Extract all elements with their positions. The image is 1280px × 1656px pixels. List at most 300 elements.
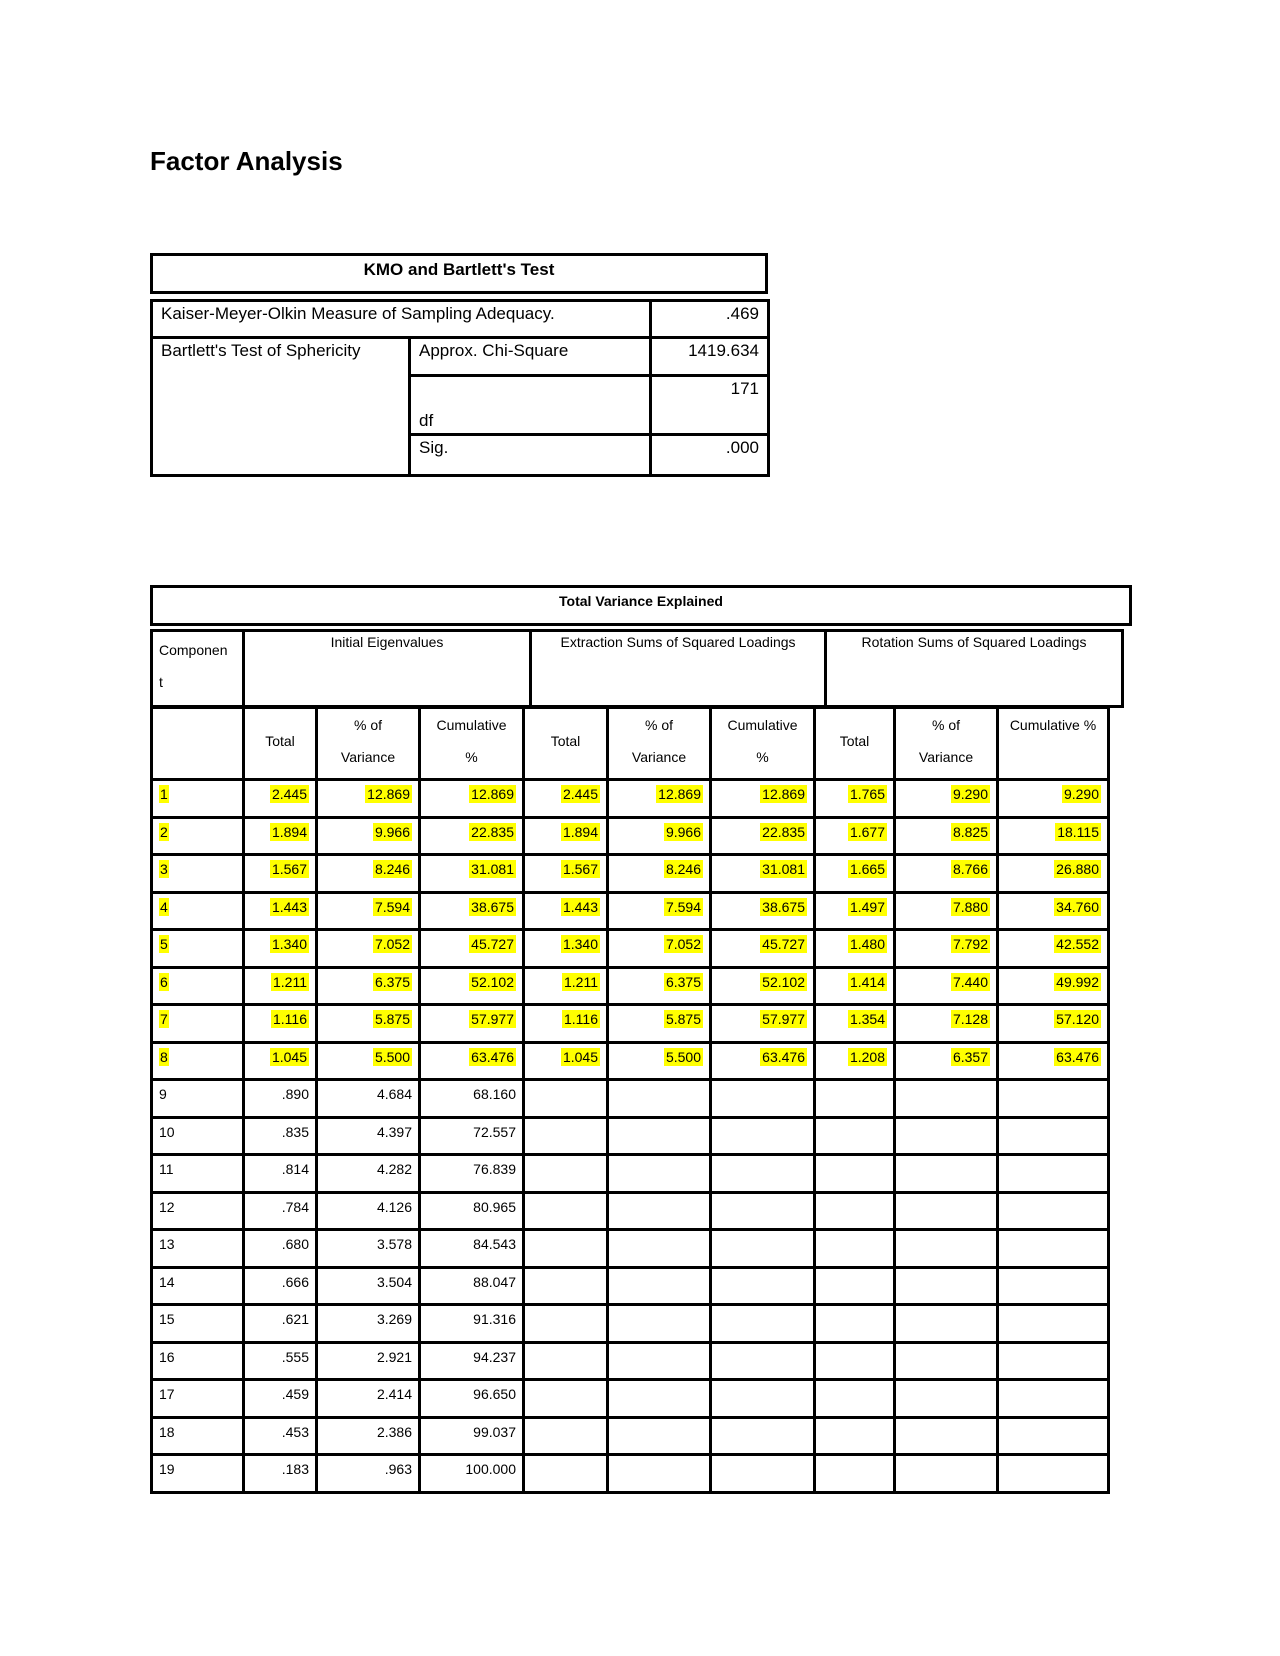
value-cell (815, 1267, 895, 1305)
component-number: 8 (160, 1048, 168, 1065)
component-number: 11 (159, 1161, 174, 1177)
value-cell (895, 892, 998, 930)
value-cell (524, 1042, 608, 1080)
kmo-table (150, 299, 770, 477)
cell-value: 7.052 (374, 936, 410, 952)
value-cell (420, 1080, 524, 1118)
cell-value: 6.357 (952, 1048, 988, 1065)
cell-value: .183 (281, 1461, 309, 1477)
value-cell (244, 1417, 317, 1455)
value-cell (420, 892, 524, 930)
value-cell (608, 1080, 711, 1118)
value-cell (317, 1155, 420, 1193)
value-cell (244, 1192, 317, 1230)
value-cell (524, 1155, 608, 1193)
table-row (152, 1455, 1109, 1493)
cell-value: 26.880 (1056, 861, 1099, 877)
cell-value: 2.921 (376, 1348, 412, 1365)
table-row (152, 780, 1109, 818)
cell-value: 1.894 (271, 823, 307, 840)
value-cell (998, 1305, 1109, 1343)
table-row (152, 1080, 1109, 1118)
table-row (152, 855, 1109, 893)
kmo-label: Kaiser-Meyer-Olkin Measure of Sampling Adequacy. (152, 301, 651, 338)
cell-value: 80.965 (473, 1198, 516, 1215)
cell-value: 63.476 (762, 1048, 805, 1065)
value-cell (895, 1117, 998, 1155)
sig-value: .000 (651, 435, 769, 476)
component-number: 15 (159, 1311, 175, 1327)
cell-value: 88.047 (473, 1273, 516, 1290)
cell-value: 1.894 (562, 823, 598, 840)
cell-value: 49.992 (1056, 973, 1099, 990)
table-row (152, 1417, 1109, 1455)
value-cell (317, 1267, 420, 1305)
value-cell (524, 1417, 608, 1455)
component-number: 19 (159, 1461, 175, 1477)
value-cell (711, 1455, 815, 1493)
cell-value: 4.684 (376, 1086, 412, 1102)
chi-square-value: 1419.634 (651, 338, 769, 376)
cell-value: 7.792 (952, 936, 988, 952)
cell-value: 12.869 (762, 786, 805, 802)
cell-value: 1.208 (849, 1048, 885, 1065)
value-cell (524, 1305, 608, 1343)
value-cell (998, 855, 1109, 893)
value-cell (998, 1117, 1109, 1155)
value-cell (317, 817, 420, 855)
component-header-line1: Componen (159, 642, 228, 658)
sub-header-line1: Cumulative (727, 717, 798, 733)
value-cell (317, 892, 420, 930)
cell-value: 4.282 (376, 1161, 412, 1177)
value-cell (317, 1042, 420, 1080)
component-number-cell (152, 855, 244, 893)
value-cell (420, 1155, 524, 1193)
value-cell (524, 817, 608, 855)
table-row (152, 1117, 1109, 1155)
cell-value: 94.237 (473, 1348, 516, 1365)
value-cell (317, 780, 420, 818)
cell-value: 1.211 (564, 973, 598, 990)
value-cell (998, 817, 1109, 855)
value-cell (420, 1005, 524, 1043)
value-cell (608, 1042, 711, 1080)
value-cell (608, 1305, 711, 1343)
sub-header-cell (244, 708, 317, 780)
cell-value: 31.081 (762, 861, 805, 877)
cell-value: 96.650 (473, 1386, 516, 1402)
value-cell (317, 1305, 420, 1343)
cell-value: 9.290 (952, 786, 988, 802)
value-cell (815, 1080, 895, 1118)
value-cell (711, 1192, 815, 1230)
value-cell (608, 855, 711, 893)
table-row (152, 892, 1109, 930)
value-cell (711, 1417, 815, 1455)
value-cell (711, 892, 815, 930)
value-cell (244, 817, 317, 855)
tve-table (150, 706, 1110, 1494)
value-cell (524, 1230, 608, 1268)
component-number-cell (152, 780, 244, 818)
cell-value: 12.869 (471, 786, 514, 802)
table-row (152, 1042, 1109, 1080)
value-cell (244, 1455, 317, 1493)
cell-value: 12.869 (367, 786, 410, 802)
value-cell (998, 1267, 1109, 1305)
value-cell (244, 1230, 317, 1268)
component-number-cell (152, 892, 244, 930)
cell-value: 1.677 (849, 823, 885, 840)
value-cell (608, 817, 711, 855)
cell-value: 22.835 (762, 823, 805, 840)
table-row (152, 1230, 1109, 1268)
component-number-cell (152, 1042, 244, 1080)
component-number-cell (152, 1192, 244, 1230)
value-cell (420, 780, 524, 818)
table-row (152, 1305, 1109, 1343)
cell-value: 1.480 (849, 936, 885, 952)
sub-header-cell (608, 708, 711, 780)
component-number-cell (152, 967, 244, 1005)
value-cell (608, 1005, 711, 1043)
value-cell (608, 1155, 711, 1193)
cell-value: 3.504 (376, 1273, 412, 1290)
component-number-cell (152, 1380, 244, 1418)
value-cell (815, 1117, 895, 1155)
value-cell (711, 967, 815, 1005)
cell-value: 2.386 (376, 1423, 412, 1440)
cell-value: 1.567 (271, 861, 307, 877)
component-number: 18 (159, 1423, 175, 1440)
value-cell (420, 855, 524, 893)
value-cell (815, 1380, 895, 1418)
cell-value: 3.269 (376, 1311, 412, 1327)
table-row (152, 1342, 1109, 1380)
value-cell (895, 780, 998, 818)
cell-value: 9.290 (1063, 786, 1099, 802)
value-cell (244, 855, 317, 893)
sub-header-cell (815, 708, 895, 780)
value-cell (895, 855, 998, 893)
cell-value: .963 (384, 1461, 412, 1477)
value-cell (815, 1305, 895, 1343)
value-cell (998, 930, 1109, 968)
cell-value: 100.000 (465, 1461, 516, 1477)
value-cell (895, 1342, 998, 1380)
cell-value: 7.128 (952, 1011, 988, 1027)
cell-value: 1.045 (271, 1048, 307, 1065)
value-cell (711, 817, 815, 855)
cell-value: 1.414 (849, 973, 885, 990)
cell-value: .555 (281, 1348, 309, 1365)
value-cell (608, 1267, 711, 1305)
value-cell (608, 1342, 711, 1380)
value-cell (815, 1192, 895, 1230)
value-cell (244, 1080, 317, 1118)
value-cell (244, 1267, 317, 1305)
component-number: 3 (160, 861, 168, 877)
value-cell (998, 1380, 1109, 1418)
sub-header-cell (998, 708, 1109, 780)
value-cell (317, 1117, 420, 1155)
sub-header-line2: % (756, 749, 769, 765)
cell-value: .835 (281, 1123, 309, 1140)
value-cell (815, 1230, 895, 1268)
component-header-line2: t (159, 674, 163, 690)
component-number-cell (152, 1342, 244, 1380)
value-cell (998, 967, 1109, 1005)
sub-header-line1: Total (550, 733, 581, 749)
value-cell (998, 892, 1109, 930)
cell-value: 1.765 (849, 786, 885, 802)
value-cell (244, 1380, 317, 1418)
sub-header-cell (711, 708, 815, 780)
cell-value: 1.340 (271, 936, 307, 952)
value-cell (608, 1230, 711, 1268)
cell-value: 3.578 (376, 1236, 412, 1252)
value-cell (608, 1117, 711, 1155)
value-cell (711, 1080, 815, 1118)
value-cell (317, 855, 420, 893)
cell-value: 1.211 (273, 973, 307, 990)
cell-value: .680 (281, 1236, 309, 1252)
value-cell (711, 1230, 815, 1268)
value-cell (608, 1417, 711, 1455)
rotation-header: Rotation Sums of Squared Loadings (826, 631, 1123, 707)
value-cell (895, 1305, 998, 1343)
value-cell (998, 1042, 1109, 1080)
sub-header-cell (420, 708, 524, 780)
value-cell (815, 892, 895, 930)
value-cell (244, 1342, 317, 1380)
value-cell (608, 892, 711, 930)
value-cell (815, 1155, 895, 1193)
value-cell (711, 1005, 815, 1043)
value-cell (711, 930, 815, 968)
value-cell (317, 967, 420, 1005)
cell-value: 1.497 (849, 898, 885, 915)
cell-value: 2.445 (271, 786, 307, 802)
value-cell (524, 1005, 608, 1043)
cell-value: 34.760 (1056, 898, 1099, 915)
value-cell (420, 817, 524, 855)
component-number: 9 (159, 1086, 167, 1102)
component-number: 16 (159, 1348, 175, 1365)
cell-value: 57.977 (762, 1011, 805, 1027)
cell-value: 42.552 (1056, 936, 1099, 952)
value-cell (420, 1117, 524, 1155)
table-row (152, 817, 1109, 855)
value-cell (524, 1192, 608, 1230)
value-cell (524, 1117, 608, 1155)
sub-header-line1: % of (644, 717, 673, 733)
cell-value: 5.875 (374, 1011, 410, 1027)
cell-value: 4.397 (376, 1123, 412, 1140)
value-cell (317, 1005, 420, 1043)
value-cell (608, 780, 711, 818)
value-cell (317, 1455, 420, 1493)
value-cell (711, 1117, 815, 1155)
value-cell (895, 1230, 998, 1268)
component-number-cell (152, 1230, 244, 1268)
value-cell (317, 1192, 420, 1230)
component-number-cell (152, 1155, 244, 1193)
cell-value: 38.675 (762, 898, 805, 915)
sub-header-line1: Cumulative % (1009, 717, 1097, 733)
cell-value: 2.414 (376, 1386, 412, 1402)
cell-value: .453 (281, 1423, 309, 1440)
bartlett-label: Bartlett's Test of Sphericity (152, 338, 410, 476)
cell-value: 4.126 (376, 1198, 412, 1215)
sub-header-row (152, 708, 1109, 780)
cell-value: 8.825 (952, 823, 988, 840)
component-header (152, 631, 244, 707)
value-cell (895, 1192, 998, 1230)
cell-value: 1.045 (562, 1048, 598, 1065)
component-number: 5 (160, 936, 168, 952)
component-number: 6 (160, 973, 168, 990)
cell-value: 84.543 (473, 1236, 516, 1252)
value-cell (420, 1455, 524, 1493)
component-number-cell (152, 1417, 244, 1455)
value-cell (420, 1305, 524, 1343)
cell-value: 57.977 (471, 1011, 514, 1027)
value-cell (524, 855, 608, 893)
component-number: 10 (159, 1123, 175, 1140)
component-number-cell (152, 1305, 244, 1343)
sub-header-cell (895, 708, 998, 780)
sub-header-line2: Variance (918, 749, 974, 765)
cell-value: 52.102 (471, 973, 514, 990)
value-cell (998, 1192, 1109, 1230)
df-label: df (410, 376, 651, 435)
df-value: 171 (651, 376, 769, 435)
value-cell (711, 1380, 815, 1418)
value-cell (420, 1417, 524, 1455)
value-cell (420, 1042, 524, 1080)
sub-header-line1: Total (839, 733, 870, 749)
sub-header-cell (524, 708, 608, 780)
sub-header-line1: % of (931, 717, 960, 733)
sub-header-line2: % (465, 749, 478, 765)
component-number-cell (152, 1267, 244, 1305)
value-cell (711, 1342, 815, 1380)
cell-value: 38.675 (471, 898, 514, 915)
cell-value: .666 (281, 1273, 309, 1290)
value-cell (317, 930, 420, 968)
value-cell (244, 1155, 317, 1193)
chi-square-label: Approx. Chi-Square (410, 338, 651, 376)
cell-value: 1.116 (564, 1011, 598, 1027)
cell-value: 52.102 (762, 973, 805, 990)
value-cell (244, 1305, 317, 1343)
cell-value: 1.567 (562, 861, 598, 877)
value-cell (317, 1342, 420, 1380)
cell-value: 8.246 (374, 861, 410, 877)
value-cell (895, 1042, 998, 1080)
value-cell (244, 967, 317, 1005)
cell-value: 12.869 (658, 786, 701, 802)
value-cell (998, 1155, 1109, 1193)
value-cell (711, 780, 815, 818)
value-cell (244, 1117, 317, 1155)
cell-value: 76.839 (473, 1161, 516, 1177)
cell-value: 31.081 (471, 861, 514, 877)
cell-value: .814 (281, 1161, 309, 1177)
cell-value: 99.037 (473, 1423, 516, 1440)
value-cell (608, 1380, 711, 1418)
value-cell (815, 1455, 895, 1493)
value-cell (711, 855, 815, 893)
component-number: 1 (160, 786, 168, 802)
cell-value: 1.340 (562, 936, 598, 952)
cell-value: 1.665 (849, 861, 885, 877)
value-cell (998, 1230, 1109, 1268)
cell-value: 45.727 (762, 936, 805, 952)
cell-value: 6.375 (665, 973, 701, 990)
component-number: 12 (159, 1198, 175, 1215)
cell-value: 8.246 (665, 861, 701, 877)
value-cell (317, 1080, 420, 1118)
cell-value: 9.966 (665, 823, 701, 840)
cell-value: 9.966 (374, 823, 410, 840)
cell-value: 63.476 (471, 1048, 514, 1065)
component-number: 17 (159, 1386, 175, 1402)
component-number: 4 (160, 898, 168, 915)
value-cell (998, 1417, 1109, 1455)
cell-value: 7.880 (952, 898, 988, 915)
value-cell (815, 967, 895, 1005)
value-cell (420, 1267, 524, 1305)
cell-value: 68.160 (473, 1086, 516, 1102)
value-cell (420, 1192, 524, 1230)
kmo-value: .469 (651, 301, 769, 338)
value-cell (895, 1417, 998, 1455)
sub-header-line1: % of (353, 717, 382, 733)
cell-value: .784 (281, 1198, 309, 1215)
value-cell (317, 1380, 420, 1418)
value-cell (524, 930, 608, 968)
table-row (152, 1005, 1109, 1043)
value-cell (524, 1267, 608, 1305)
value-cell (524, 892, 608, 930)
cell-value: 5.500 (374, 1048, 410, 1065)
cell-value: .890 (281, 1086, 309, 1102)
sub-header-line1: Total (265, 733, 295, 749)
table-row (152, 1155, 1109, 1193)
value-cell (998, 1342, 1109, 1380)
cell-value: 5.875 (665, 1011, 701, 1027)
sub-header-line2: Variance (631, 749, 687, 765)
value-cell (608, 1455, 711, 1493)
table-row (152, 1380, 1109, 1418)
value-cell (608, 967, 711, 1005)
cell-value: 22.835 (471, 823, 514, 840)
cell-value: 72.557 (473, 1123, 516, 1140)
value-cell (711, 1155, 815, 1193)
value-cell (895, 1267, 998, 1305)
value-cell (998, 1005, 1109, 1043)
value-cell (524, 780, 608, 818)
value-cell (244, 780, 317, 818)
table-row (152, 1267, 1109, 1305)
component-number-cell (152, 817, 244, 855)
tve-table-title: Total Variance Explained (150, 585, 1132, 626)
component-number: 14 (159, 1273, 175, 1290)
value-cell (420, 1380, 524, 1418)
